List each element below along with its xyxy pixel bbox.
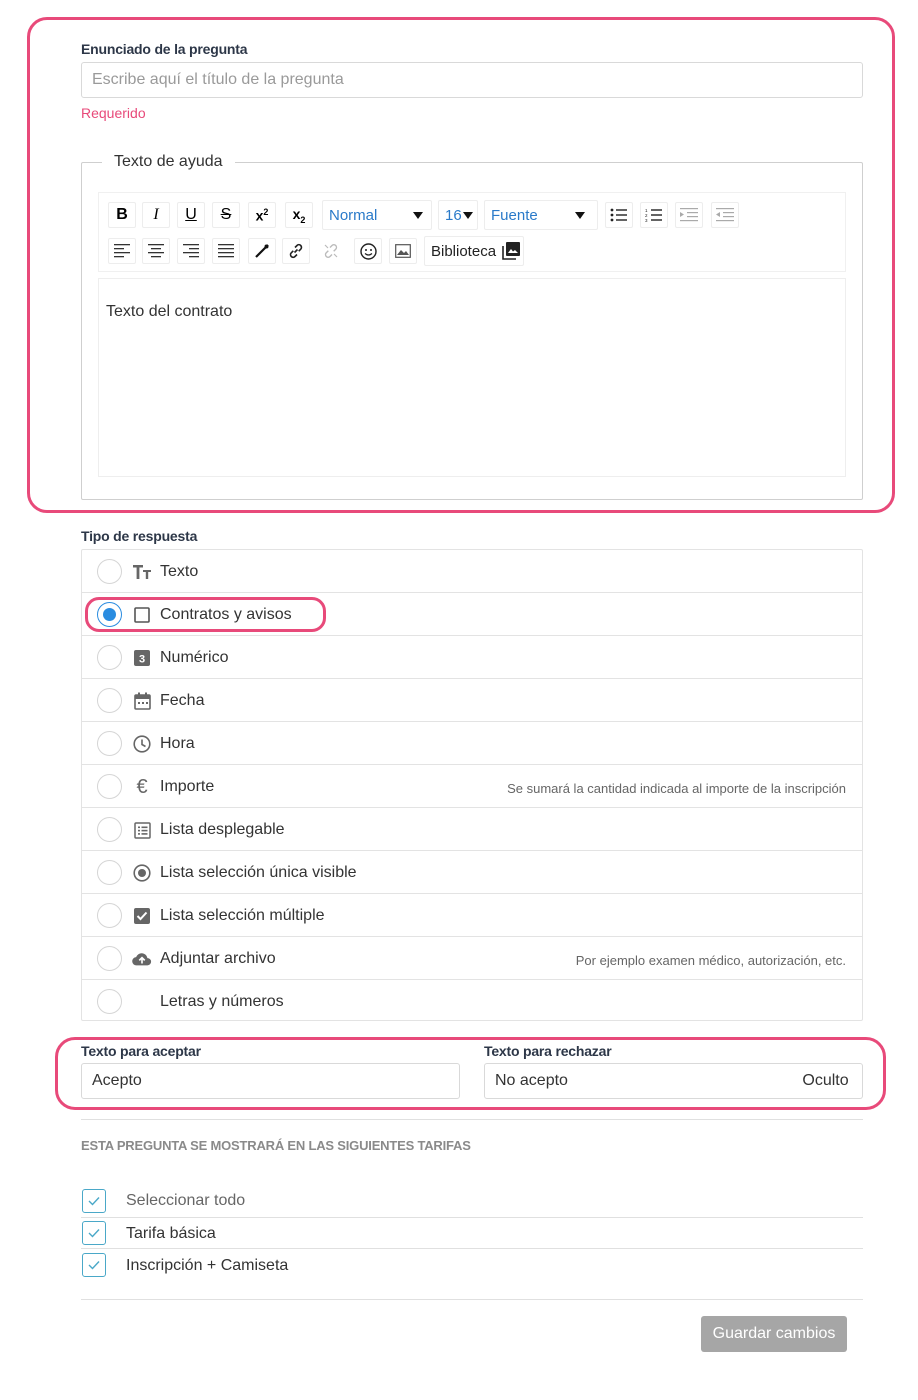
align-center-icon: [148, 244, 164, 258]
align-right-button[interactable]: [177, 238, 205, 264]
font-size-value: 16: [445, 206, 462, 224]
bold-button[interactable]: [108, 202, 136, 228]
ordered-list-button[interactable]: [640, 202, 668, 228]
divider: [81, 1299, 863, 1300]
radio-button[interactable]: [97, 860, 122, 885]
help-text-legend: Texto de ayuda: [114, 153, 223, 170]
radio-button[interactable]: [97, 731, 122, 756]
radio-button[interactable]: [97, 817, 122, 842]
align-justify-button[interactable]: [212, 238, 240, 264]
question-label: Enunciado de la pregunta: [81, 41, 248, 57]
answer-option-label: Lista selección única visible: [160, 864, 357, 881]
svg-text:3: 3: [645, 218, 648, 222]
text-size-icon: [132, 562, 152, 582]
radio-button[interactable]: [97, 946, 122, 971]
required-message: Requerido: [81, 105, 146, 121]
radio-button[interactable]: [97, 989, 122, 1014]
italic-icon: I: [153, 206, 159, 223]
hidden-toggle-button[interactable]: [789, 1063, 863, 1099]
chevron-down-icon: [463, 212, 473, 219]
superscript-button[interactable]: [248, 202, 276, 228]
answer-type-label: Tipo de respuesta: [81, 528, 198, 544]
color-picker-button[interactable]: [248, 238, 276, 264]
image-button[interactable]: [389, 238, 417, 264]
answer-option-label: Importe: [160, 778, 215, 795]
select-all-label: Seleccionar todo: [126, 1192, 246, 1209]
align-center-button[interactable]: [142, 238, 170, 264]
strikethrough-button[interactable]: [212, 202, 240, 228]
block-type-value: Normal: [329, 206, 378, 224]
reject-text-value: No acepto: [495, 1072, 568, 1089]
chevron-down-icon: [575, 212, 585, 219]
library-label: Biblioteca: [431, 242, 497, 260]
answer-option-label: Letras y números: [160, 993, 284, 1010]
editor-toolbar: [98, 192, 846, 272]
question-title-input[interactable]: [81, 62, 863, 98]
underline-icon: U: [185, 206, 197, 223]
divider: [81, 1248, 863, 1249]
tariff-label: Inscripción + Camiseta: [126, 1257, 289, 1274]
checked-box-icon: [132, 906, 152, 926]
answer-option-label: Fecha: [160, 692, 205, 709]
answer-type-list: [81, 549, 863, 1021]
answer-option-letras-numeros[interactable]: [82, 980, 862, 1023]
tariff-checkbox[interactable]: [82, 1221, 106, 1245]
select-all-checkbox[interactable]: [82, 1189, 106, 1213]
check-icon: [88, 1228, 100, 1238]
font-family-value: Fuente: [491, 206, 538, 224]
answer-option-label: Numérico: [160, 649, 229, 666]
cloud-upload-icon: [132, 949, 152, 969]
checkbox-icon: [132, 605, 152, 625]
radio-button[interactable]: [97, 559, 122, 584]
svg-text:3: 3: [138, 653, 146, 666]
indent-icon: [680, 208, 698, 222]
italic-button[interactable]: [142, 202, 170, 228]
answer-option-label: Hora: [160, 735, 195, 752]
link-button[interactable]: [282, 238, 310, 264]
link-icon: [288, 243, 304, 259]
radio-icon: [132, 863, 152, 883]
reject-text-label: Texto para rechazar: [484, 1043, 612, 1059]
block-type-select[interactable]: [322, 200, 432, 230]
svg-text:2: 2: [645, 213, 648, 218]
underline-button[interactable]: [177, 202, 205, 228]
answer-option-label: Lista desplegable: [160, 821, 285, 838]
divider: [81, 1119, 863, 1120]
strikethrough-icon: S: [220, 206, 232, 223]
help-text-editor[interactable]: [98, 278, 846, 477]
library-button[interactable]: [424, 236, 524, 266]
radio-button[interactable]: [97, 774, 122, 799]
answer-option-texto[interactable]: [82, 550, 862, 593]
emoji-button[interactable]: [354, 238, 382, 264]
indent-button[interactable]: [675, 202, 703, 228]
image-icon: [395, 244, 411, 258]
list-icon: [132, 820, 152, 840]
answer-option-contratos[interactable]: [82, 593, 862, 636]
answer-option-label: Texto: [160, 563, 199, 580]
euro-icon: €: [136, 776, 148, 798]
ordered-list-icon: [645, 208, 663, 222]
editor-content: Texto del contrato: [106, 303, 233, 320]
check-icon: [88, 1260, 100, 1270]
tariff-label: Tarifa básica: [126, 1225, 216, 1242]
hidden-toggle-label: Oculto: [802, 1072, 849, 1089]
reject-text-input[interactable]: [484, 1063, 790, 1099]
unordered-list-icon: [610, 208, 628, 222]
answer-option-label: Adjuntar archivo: [160, 950, 276, 967]
align-left-icon: [114, 244, 130, 258]
radio-button[interactable]: [97, 645, 122, 670]
unlink-button[interactable]: [317, 238, 345, 264]
align-justify-icon: [218, 244, 234, 258]
divider: [81, 1217, 863, 1218]
answer-option-hint: Se sumará la cantidad indicada al importe de la inscripción: [507, 781, 846, 796]
accept-text-label: Texto para aceptar: [81, 1043, 201, 1059]
svg-text:1: 1: [645, 208, 648, 213]
smiley-icon: [360, 243, 377, 260]
photo-library-icon: [502, 242, 520, 260]
accept-text-value: Acepto: [92, 1072, 142, 1089]
answer-option-seleccion-multiple[interactable]: [82, 894, 862, 937]
answer-option-label: Lista selección múltiple: [160, 907, 325, 924]
answer-option-importe[interactable]: [82, 765, 862, 808]
clock-icon: [132, 734, 152, 754]
answer-option-lista-desplegable[interactable]: [82, 808, 862, 851]
radio-button[interactable]: [97, 903, 122, 928]
radio-button-selected[interactable]: [97, 602, 122, 627]
radio-button[interactable]: [97, 688, 122, 713]
answer-option-numerico[interactable]: [82, 636, 862, 679]
outdent-icon: [716, 208, 734, 222]
subscript-button[interactable]: [285, 202, 313, 228]
answer-option-hint: Por ejemplo examen médico, autorización, etc.: [575, 953, 846, 968]
answer-option-label: Contratos y avisos: [160, 606, 292, 623]
chevron-down-icon: [413, 212, 423, 219]
align-left-button[interactable]: [108, 238, 136, 264]
tariff-checkbox[interactable]: [82, 1253, 106, 1277]
answer-option-seleccion-unica[interactable]: [82, 851, 862, 894]
save-changes-button[interactable]: Guardar cambios: [701, 1316, 847, 1352]
align-right-icon: [183, 244, 199, 258]
unordered-list-button[interactable]: [605, 202, 633, 228]
font-family-select[interactable]: [484, 200, 598, 230]
calendar-icon: [132, 691, 152, 711]
answer-option-adjuntar[interactable]: [82, 937, 862, 980]
question-title-placeholder: Escribe aquí el título de la pregunta: [92, 71, 344, 88]
answer-option-hora[interactable]: [82, 722, 862, 765]
bold-icon: B: [116, 206, 128, 223]
number-icon: [132, 648, 152, 668]
subscript-icon: $x_2$: [292, 205, 306, 225]
accept-text-input[interactable]: [81, 1063, 460, 1099]
outdent-button[interactable]: [711, 202, 739, 228]
check-icon: [88, 1196, 100, 1206]
superscript-icon: $x^2$: [255, 206, 269, 224]
answer-option-fecha[interactable]: [82, 679, 862, 722]
unlink-icon: [323, 243, 339, 259]
font-size-select[interactable]: [438, 200, 478, 230]
tariffs-title: ESTA PREGUNTA SE MOSTRARÁ EN LAS SIGUIENTES TARIFAS: [81, 1138, 471, 1153]
eyedropper-icon: [255, 244, 269, 258]
